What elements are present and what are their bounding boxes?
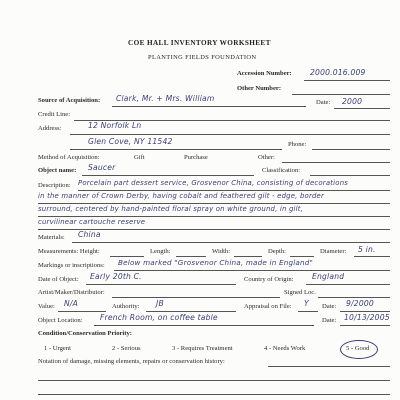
phone-label: Phone:: [288, 141, 307, 148]
diameter-label: Diameter:: [320, 248, 347, 255]
date-object-label: Date of Object:: [38, 276, 79, 283]
value-line: [58, 311, 106, 312]
method-other-line: [282, 162, 390, 163]
location-line: [94, 325, 314, 326]
condition-heading: Condition/Conservation Priority:: [38, 330, 132, 337]
notation-line-2: [38, 380, 390, 381]
condition-option-requires-treatment: 3 - Requires Treatment: [172, 345, 233, 352]
date3-line: [340, 325, 390, 326]
date-value: 2000: [342, 97, 363, 106]
method-label: Method of Acquisition:: [38, 154, 100, 161]
phone-line: [312, 149, 390, 150]
description-rule-3: [38, 216, 390, 217]
materials-value: China: [78, 230, 101, 239]
address-line-1: 12 Norfolk Ln: [88, 121, 142, 130]
width-line: [234, 256, 262, 257]
signed-line: [318, 297, 390, 298]
date2-label: Date:: [322, 303, 337, 310]
date2-line: [340, 311, 390, 312]
value-value: N/A: [64, 299, 79, 308]
description-line-4: curvilinear cartouche reserve: [38, 218, 146, 226]
date-object-value: Early 20th C.: [90, 272, 142, 281]
address-label: Address:: [38, 125, 62, 132]
authority-line: [146, 311, 236, 312]
country-value: England: [312, 272, 345, 281]
other-number-line: [292, 94, 390, 95]
notation-line-1: [268, 366, 390, 367]
address-line-2: Glen Cove, NY 11542: [88, 137, 173, 146]
condition-option-serious: 2 - Serious: [112, 345, 141, 352]
measurements-label: Measurements: Height:: [38, 248, 100, 255]
date-label: Date:: [316, 99, 331, 106]
date3-value: 10/13/2005: [344, 313, 390, 322]
appraisal-line: [298, 311, 318, 312]
accession-line: [304, 80, 390, 81]
materials-label: Materials:: [38, 234, 65, 241]
appraisal-value: Y: [304, 299, 309, 308]
accession-value: 2000.016.009: [310, 68, 366, 77]
value-label: Value:: [38, 303, 55, 310]
authority-value: JB: [156, 299, 164, 308]
form-title: COE HALL INVENTORY WORKSHEET: [128, 39, 271, 47]
markings-line: [114, 270, 390, 271]
appraisal-label: Appraisal on File:: [244, 303, 292, 310]
width-label: Width:: [212, 248, 231, 255]
diameter-line: [354, 256, 390, 257]
markings-label: Markings or inscriptions:: [38, 262, 105, 269]
date-object-line: [86, 284, 236, 285]
location-label: Object Location:: [38, 317, 83, 324]
method-other: Other:: [258, 154, 275, 161]
description-label: Description:: [38, 182, 71, 189]
condition-option-good: 5 - Good: [346, 345, 370, 352]
condition-option-needs-work: 4 - Needs Work: [264, 345, 306, 352]
condition-option-urgent: 1 - Urgent: [44, 345, 71, 352]
object-name-line: [82, 175, 254, 176]
source-label: Source of Acquisition:: [38, 97, 101, 104]
object-name-label: Object name:: [38, 167, 77, 174]
description-line-2: in the manner of Crown Derby, having cobalt and feathered gilt - edge, border: [38, 192, 325, 200]
description-rule-2: [38, 203, 390, 204]
country-label: Country of Origin:: [244, 276, 294, 283]
date-line: [334, 108, 390, 109]
address-rule-1: [70, 134, 390, 135]
credit-label: Credit Line:: [38, 111, 71, 118]
notation-label: Notation of damage, missing elements, repairs or conservation history:: [38, 358, 225, 365]
classification-label: Classification:: [262, 167, 301, 174]
description-line-1: Porcelain part dessert service, Grosvenor China, consisting of decorations: [78, 179, 349, 187]
depth-line: [290, 256, 314, 257]
date3-label: Date:: [322, 317, 337, 324]
accession-label: Accession Number:: [237, 70, 292, 77]
country-line: [306, 284, 390, 285]
classification-line: [310, 175, 390, 176]
selected-condition-circle: [340, 340, 378, 359]
other-number-label: Other Number:: [237, 85, 282, 92]
source-line: [112, 106, 306, 107]
length-line: [176, 256, 206, 257]
location-value: French Room, on coffee table: [100, 313, 218, 322]
description-line-3: surround, centered by hand-painted floral spray on white ground, in gilt,: [38, 205, 304, 213]
method-gift: Gift: [134, 154, 145, 161]
materials-line: [72, 242, 390, 243]
notation-line-3: [38, 394, 390, 395]
signed-label: Signed Loc.: [284, 289, 316, 296]
address-rule-2: [70, 149, 282, 150]
depth-label: Depth:: [268, 248, 286, 255]
source-value: Clark, Mr. + Mrs. William: [116, 94, 215, 103]
artist-line: [112, 297, 280, 298]
length-label: Length:: [150, 248, 171, 255]
diameter-value: 5 in.: [358, 245, 376, 254]
form-subtitle: PLANTING FIELDS FOUNDATION: [148, 54, 257, 61]
object-name-value: Saucer: [88, 163, 116, 172]
authority-label: Authority:: [112, 303, 140, 310]
artist-label: Artist/Maker/Distributor:: [38, 289, 105, 296]
height-line: [110, 256, 144, 257]
method-purchase: Purchase: [184, 154, 208, 161]
description-rule-1: [78, 190, 390, 191]
markings-value: Below marked "Grosvenor China, made in England": [118, 258, 314, 267]
date2-value: 9/2000: [346, 299, 374, 308]
